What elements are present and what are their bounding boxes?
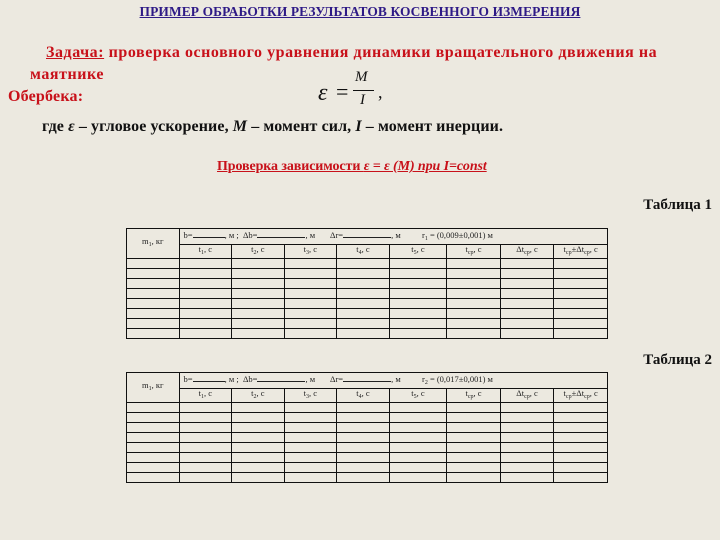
table-cell[interactable] (232, 423, 285, 433)
b-label: b= (183, 230, 193, 240)
r-value: = (0,017±0,001) м (427, 374, 493, 384)
table-cell[interactable] (389, 259, 447, 269)
table-cell[interactable] (179, 299, 232, 309)
table-cell[interactable] (179, 403, 232, 413)
col-t3: $t_3$, c (284, 389, 337, 403)
col-dtavg: $\Delta t_{ср}$, c (500, 245, 554, 259)
table-cell[interactable] (500, 279, 554, 289)
table-cell[interactable] (500, 463, 554, 473)
parameters-header: b= , м ; Δb= , м Δr= , м $r_1 = (0,009\pm 0,001)$ м (179, 229, 607, 245)
table-cell[interactable] (500, 403, 554, 413)
col-t1: $t_1$, c (179, 389, 232, 403)
table-cell[interactable] (500, 269, 554, 279)
table-cell[interactable] (447, 299, 501, 309)
mass-header: $m_1$, кг (127, 229, 180, 259)
table-cell[interactable] (389, 289, 447, 299)
formula-lhs: ε (318, 80, 328, 106)
table-cell[interactable] (500, 259, 554, 269)
table-cell[interactable] (554, 309, 608, 319)
column-headers (127, 245, 608, 259)
table-cell[interactable] (389, 423, 447, 433)
col-t2: $t_2$, c (232, 389, 285, 403)
def-I: I (355, 118, 362, 135)
table-cell[interactable] (500, 299, 554, 309)
def-text: – момент сил, (247, 118, 356, 135)
table-cell[interactable] (447, 413, 501, 423)
r-label: r (421, 230, 425, 240)
table-row (127, 319, 608, 329)
col-t5: $t_5$, c (389, 389, 447, 403)
col-t2: $t_2$, c (232, 245, 285, 259)
table-cell[interactable] (337, 443, 390, 453)
table-cell[interactable] (127, 319, 180, 329)
table-cell[interactable] (554, 329, 608, 339)
table-cell[interactable] (554, 473, 608, 483)
table-cell[interactable] (232, 289, 285, 299)
table-cell[interactable] (389, 269, 447, 279)
table-cell[interactable] (127, 413, 180, 423)
table-row (127, 269, 608, 279)
table-cell[interactable] (337, 433, 390, 443)
table-cell[interactable] (447, 329, 501, 339)
table-row (127, 259, 608, 269)
table-cell[interactable] (179, 319, 232, 329)
table-cell[interactable] (337, 309, 390, 319)
table-cell[interactable] (232, 403, 285, 413)
table-cell[interactable] (554, 319, 608, 329)
table-cell[interactable] (127, 473, 180, 483)
table-cell[interactable] (337, 279, 390, 289)
table-cell[interactable] (389, 473, 447, 483)
table-cell[interactable] (389, 463, 447, 473)
table-cell[interactable] (337, 299, 390, 309)
table-row (127, 473, 608, 483)
table-cell[interactable] (447, 289, 501, 299)
table-cell[interactable] (232, 319, 285, 329)
table-cell[interactable] (179, 413, 232, 423)
table-cell[interactable] (337, 319, 390, 329)
col-result: $t_{ср}\pm\Delta t_{ср}$, c (554, 245, 608, 259)
table-cell[interactable] (127, 309, 180, 319)
def-eps: ε (68, 118, 75, 135)
page-title: ПРИМЕР ОБРАБОТКИ РЕЗУЛЬТАТОВ КОСВЕННОГО ИЗМЕРЕНИЯ (139, 5, 581, 20)
table-cell[interactable] (127, 443, 180, 453)
variable-definitions (42, 118, 503, 136)
table-cell[interactable] (232, 413, 285, 423)
table-cell[interactable] (232, 433, 285, 443)
b-blank[interactable] (193, 373, 225, 382)
dr-blank[interactable] (343, 229, 391, 238)
table-cell[interactable] (554, 279, 608, 289)
formula-comma: , (378, 82, 383, 102)
table-cell[interactable] (337, 473, 390, 483)
table-cell[interactable] (389, 329, 447, 339)
table-cell[interactable] (447, 259, 501, 269)
fraction-bar (353, 90, 374, 91)
mass-header: $m_1$, кг (127, 373, 180, 403)
table-cell[interactable] (337, 423, 390, 433)
table-cell[interactable] (127, 403, 180, 413)
table-cell[interactable] (284, 413, 337, 423)
table-cell[interactable] (447, 269, 501, 279)
section-heading (217, 159, 487, 175)
table-cell[interactable] (447, 443, 501, 453)
table-cell[interactable] (554, 423, 608, 433)
col-t1: $t_1$, c (179, 245, 232, 259)
table-cell[interactable] (447, 463, 501, 473)
table-cell[interactable] (554, 269, 608, 279)
parameters-header: b= , м ; Δb= , м Δr= , м $r_2 = (0,017\pm 0,001)$ м (179, 373, 607, 389)
table-cell[interactable] (389, 443, 447, 453)
table-cell[interactable] (284, 453, 337, 463)
table-row (127, 433, 608, 443)
col-t5: $t_5$, c (389, 245, 447, 259)
table-cell[interactable] (500, 443, 554, 453)
table-cell[interactable] (337, 463, 390, 473)
table-cell[interactable] (447, 433, 501, 443)
r-label: r (421, 374, 425, 384)
table-row (127, 403, 608, 413)
col-t3: $t_3$, c (284, 245, 337, 259)
table-cell[interactable] (337, 403, 390, 413)
table-cell[interactable] (554, 299, 608, 309)
db-label: Δb= (242, 230, 258, 240)
data-table-1 (126, 228, 608, 339)
table-cell[interactable] (337, 453, 390, 463)
table-cell[interactable] (232, 269, 285, 279)
column-headers (127, 389, 608, 403)
table-cell[interactable] (127, 279, 180, 289)
db-label: Δb= (242, 374, 258, 384)
table-cell[interactable] (500, 473, 554, 483)
formula-denominator: I (360, 92, 365, 108)
table-cell[interactable] (447, 473, 501, 483)
table-row (127, 423, 608, 433)
table-cell[interactable] (389, 403, 447, 413)
table-cell[interactable] (127, 423, 180, 433)
table-row (127, 413, 608, 423)
table-cell[interactable] (179, 329, 232, 339)
table-cell[interactable] (179, 463, 232, 473)
formula-numerator: M (355, 69, 368, 85)
table-cell[interactable] (500, 319, 554, 329)
table-cell[interactable] (389, 433, 447, 443)
table-cell[interactable] (337, 329, 390, 339)
section-heading-formula: ε = ε (M) при I=const (363, 159, 487, 174)
table-cell[interactable] (127, 453, 180, 463)
dr-blank[interactable] (343, 373, 391, 382)
table-cell[interactable] (232, 329, 285, 339)
def-text: – момент инерции. (361, 118, 504, 135)
table-cell[interactable] (127, 433, 180, 443)
db-blank[interactable] (257, 373, 305, 382)
table-cell[interactable] (337, 289, 390, 299)
table-cell[interactable] (337, 269, 390, 279)
dr-label: Δr= (329, 374, 344, 384)
table-cell[interactable] (179, 443, 232, 453)
table-cell[interactable] (447, 403, 501, 413)
table-cell[interactable] (284, 289, 337, 299)
table-cell[interactable] (500, 289, 554, 299)
col-t4: $t_4$, c (337, 245, 390, 259)
table-cell[interactable] (232, 299, 285, 309)
table-cell[interactable] (284, 423, 337, 433)
table-cell[interactable] (179, 423, 232, 433)
table-row (127, 309, 608, 319)
def-text: где (42, 118, 69, 135)
table-cell[interactable] (500, 433, 554, 443)
table-row (127, 443, 608, 453)
table-cell[interactable] (179, 289, 232, 299)
table-row (127, 329, 608, 339)
table-cell[interactable] (232, 309, 285, 319)
table-cell[interactable] (554, 403, 608, 413)
col-t4: $t_4$, c (337, 389, 390, 403)
table-cell[interactable] (284, 269, 337, 279)
table-cell[interactable] (447, 453, 501, 463)
task-text-line2: Обербека: (8, 88, 84, 105)
table-cell[interactable] (232, 473, 285, 483)
table-cell[interactable] (232, 453, 285, 463)
b-blank[interactable] (193, 229, 225, 238)
table-cell[interactable] (232, 279, 285, 289)
table-cell[interactable] (337, 259, 390, 269)
def-M: M (232, 118, 248, 135)
table-cell[interactable] (389, 309, 447, 319)
table-cell[interactable] (179, 269, 232, 279)
table-cell[interactable] (337, 413, 390, 423)
table-cell[interactable] (554, 463, 608, 473)
table-cell[interactable] (554, 443, 608, 453)
table-cell[interactable] (179, 279, 232, 289)
table-cell[interactable] (554, 289, 608, 299)
task-label: Задача: (46, 44, 105, 61)
section-heading-text: Проверка зависимости (217, 159, 364, 174)
table-cell[interactable] (179, 453, 232, 463)
table-cell[interactable] (179, 309, 232, 319)
col-result: $t_{ср}\pm\Delta t_{ср}$, c (554, 389, 608, 403)
table-cell[interactable] (179, 433, 232, 443)
table-cell[interactable] (389, 319, 447, 329)
def-text: – угловое ускорение, (74, 118, 233, 135)
b-label: b= (183, 374, 193, 384)
table-row (127, 299, 608, 309)
table-cell[interactable] (284, 433, 337, 443)
table-cell[interactable] (127, 463, 180, 473)
table-cell[interactable] (447, 423, 501, 433)
table-cell[interactable] (284, 329, 337, 339)
table-cell[interactable] (232, 443, 285, 453)
col-tavg: $t_{ср}$, c (447, 245, 501, 259)
table-cell[interactable] (127, 299, 180, 309)
table-cell[interactable] (284, 319, 337, 329)
table-cell[interactable] (554, 413, 608, 423)
table-cell[interactable] (389, 413, 447, 423)
table-row (127, 463, 608, 473)
table-cell[interactable] (500, 309, 554, 319)
table-cell[interactable] (127, 269, 180, 279)
task-text: проверка основного уравнения динамики вращательного движения на маятнике (30, 44, 658, 83)
table-cell[interactable] (284, 463, 337, 473)
table-cell[interactable] (554, 433, 608, 443)
table-cell[interactable] (500, 453, 554, 463)
table-cell[interactable] (179, 473, 232, 483)
table-1-caption: Таблица 1 (643, 197, 712, 213)
col-tavg: $t_{ср}$, c (447, 389, 501, 403)
db-blank[interactable] (257, 229, 305, 238)
table-cell[interactable] (232, 463, 285, 473)
table-cell[interactable] (284, 403, 337, 413)
task-statement (8, 42, 716, 108)
formula-equals: = (336, 79, 349, 104)
table-cell[interactable] (284, 473, 337, 483)
r-value: = (0,009±0,001) м (427, 230, 493, 240)
table-row (127, 453, 608, 463)
table-cell[interactable] (127, 289, 180, 299)
table-cell[interactable] (179, 259, 232, 269)
data-table-2 (126, 372, 608, 483)
table-cell[interactable] (127, 259, 180, 269)
table-cell[interactable] (447, 279, 501, 289)
table-cell[interactable] (554, 453, 608, 463)
table-cell[interactable] (284, 309, 337, 319)
table-cell[interactable] (284, 259, 337, 269)
table-cell[interactable] (500, 423, 554, 433)
table-cell[interactable] (500, 329, 554, 339)
table-cell[interactable] (127, 329, 180, 339)
table-cell[interactable] (284, 279, 337, 289)
table-row (127, 279, 608, 289)
col-dtavg: $\Delta t_{ср}$, c (500, 389, 554, 403)
table-cell[interactable] (284, 299, 337, 309)
table-cell[interactable] (447, 319, 501, 329)
table-cell[interactable] (284, 443, 337, 453)
table-cell[interactable] (447, 309, 501, 319)
table-row (127, 289, 608, 299)
table-cell[interactable] (232, 259, 285, 269)
table-cell[interactable] (389, 279, 447, 289)
table-cell[interactable] (554, 259, 608, 269)
table-cell[interactable] (389, 453, 447, 463)
table-cell[interactable] (389, 299, 447, 309)
table-cell[interactable] (500, 413, 554, 423)
dr-label: Δr= (329, 230, 344, 240)
table-2-caption: Таблица 2 (643, 352, 712, 368)
